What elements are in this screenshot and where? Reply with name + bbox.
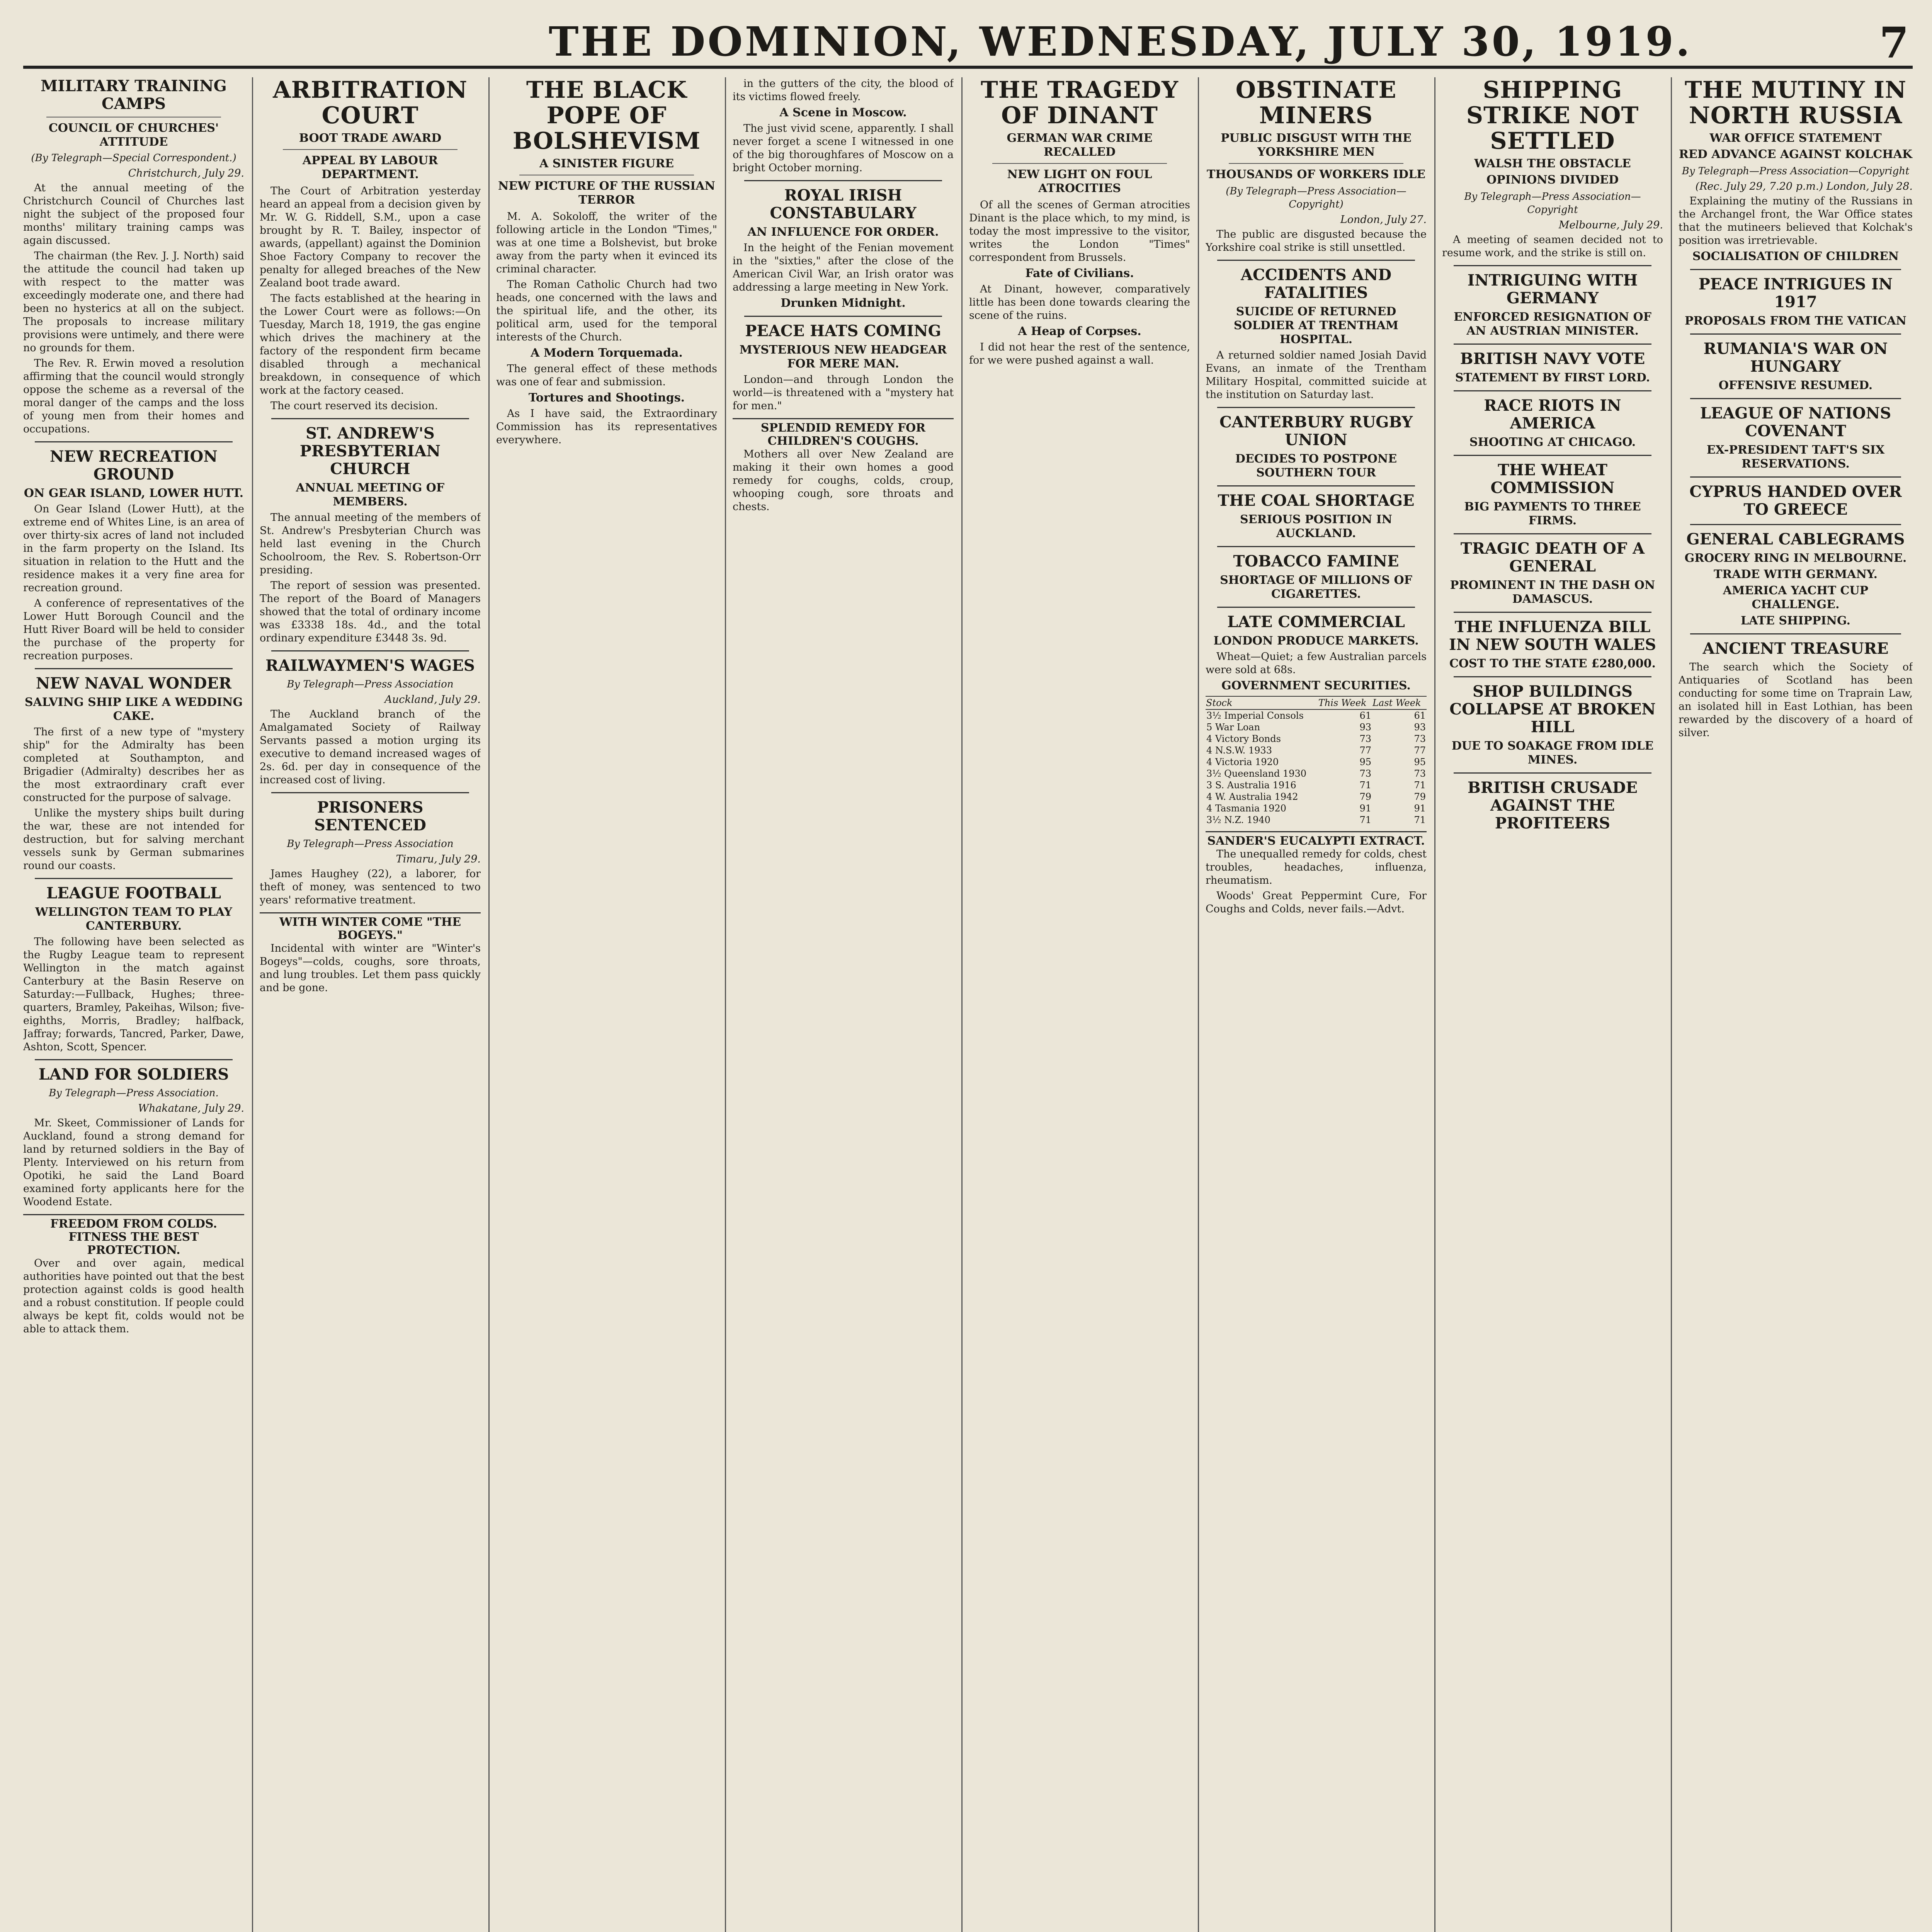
headline: TOBACCO FAMINE <box>1233 552 1399 570</box>
masthead <box>23 8 1913 69</box>
table-row <box>1206 745 1427 756</box>
headline: LEAGUE OF NATIONS COVENANT <box>1700 404 1891 440</box>
stock-name: 4 Victory Bonds <box>1206 733 1281 744</box>
byline: By Telegraph—Press Association—Copyright <box>1682 165 1910 177</box>
subheadline: NEW LIGHT ON FOUL ATROCITIES <box>1007 168 1152 195</box>
dateline: London, July 27. <box>1340 214 1427 226</box>
divider <box>271 792 469 793</box>
headline: LATE COMMERCIAL <box>1227 613 1405 631</box>
article-paragraph: The Roman Catholic Church had two heads, one concerned with the laws and the spiritual life, and the other, its political arm, used for the temporal interests of the Church. <box>496 279 717 343</box>
subheadline: ON GEAR ISLAND, LOWER HUTT. <box>24 486 244 500</box>
last-week: 95 <box>1414 757 1426 767</box>
headline: SHIPPING STRIKE NOT SETTLED <box>1466 77 1639 155</box>
stock-name: 3½ N.Z. 1940 <box>1206 815 1270 825</box>
this-week: 79 <box>1359 791 1371 802</box>
article-paragraph: A meeting of seamen decided not to resume work, and the strike is still on. <box>1442 234 1663 259</box>
column-5 <box>969 77 1190 1932</box>
ad-text: Woods' Great Peppermint Cure, For Coughs and Colds, never fails.—Advt. <box>1206 890 1427 915</box>
last-week: 79 <box>1414 791 1426 802</box>
headline: INTRIGUING WITH GERMANY <box>1467 271 1638 307</box>
securities-table <box>1206 696 1427 826</box>
divider <box>35 878 233 879</box>
article-paragraph: Wheat—Quiet; a few Australian parcels were sold at 68s. <box>1206 651 1427 676</box>
masthead-title: THE DOMINION, WEDNESDAY, JULY 30, 1919. <box>549 18 1692 65</box>
headline: ROYAL IRISH CONSTABULARY <box>770 186 917 222</box>
byline: By Telegraph—Press Association <box>287 679 454 690</box>
this-week: 71 <box>1359 780 1371 791</box>
headline: PEACE INTRIGUES IN 1917 <box>1698 275 1893 311</box>
article-paragraph: The Auckland branch of the Amalgamated Society of Railway Servants passed a motion urging its executive to demand increased wages of 2s. 6d. per day in consequence of the increased cost of living. <box>260 708 481 786</box>
subheadline: ENFORCED RESIGNATION OF AN AUSTRIAN MINISTER. <box>1454 310 1651 338</box>
stock-name: 4 N.S.W. 1933 <box>1206 745 1272 756</box>
this-week: 93 <box>1359 722 1371 733</box>
ad-text: The unequalled remedy for colds, chest troubles, headaches, influenza, rheumatism. <box>1206 848 1427 886</box>
table-row <box>1206 709 1427 721</box>
subheadline: SUICIDE OF RETURNED SOLDIER AT TRENTHAM HOSPITAL. <box>1233 305 1399 346</box>
this-week: 91 <box>1359 803 1371 814</box>
advertisement <box>1206 831 1427 916</box>
subheadline: MYSTERIOUS NEW HEADGEAR FOR MERE MAN. <box>739 343 947 371</box>
section-subhead: TRADE WITH GERMANY. <box>1713 568 1878 581</box>
divider <box>1454 772 1651 774</box>
subheadline: WELLINGTON TEAM TO PLAY CANTERBURY. <box>35 905 232 933</box>
subheadline: AN INFLUENCE FOR ORDER. <box>747 225 939 239</box>
subheadline: NEW PICTURE OF THE RUSSIAN TERROR <box>498 179 715 207</box>
dateline: Auckland, July 29. <box>384 694 481 706</box>
table-header-row <box>1206 696 1427 709</box>
article-paragraph: In the height of the Fenian movement in the "sixties," after the close of the American Civil War, an Irish orator was addressing a large meeting in New York. <box>733 242 954 293</box>
byline: (By Telegraph—Press Association—Copyright) <box>1226 185 1406 210</box>
this-week: 95 <box>1359 757 1371 767</box>
advertisement <box>23 1214 244 1336</box>
subheadline: SERIOUS POSITION IN AUCKLAND. <box>1240 513 1393 540</box>
article-paragraph: M. A. Sokoloff, the writer of the following article in the London "Times," was at one time a Bolshevist, but broke away from the party when it evinced its criminal character. <box>496 211 717 275</box>
column-4 <box>733 77 954 1932</box>
article-paragraph: The court reserved its decision. <box>270 400 438 412</box>
subheadline: EX-PRESIDENT TAFT'S SIX RESERVATIONS. <box>1706 443 1885 471</box>
section-subhead: AMERICA YACHT CUP CHALLENGE. <box>1723 584 1869 611</box>
table-header: Last Week <box>1372 696 1427 709</box>
headline: RACE RIOTS IN AMERICA <box>1484 396 1621 432</box>
divider <box>35 668 233 669</box>
headline: LEAGUE FOOTBALL <box>46 884 221 902</box>
this-week: 73 <box>1359 768 1371 779</box>
ad-heading: SPLENDID REMEDY FOR CHILDREN'S COUGHS. <box>760 421 926 448</box>
column-2 <box>260 77 481 1932</box>
divider <box>1454 390 1651 391</box>
article-paragraph: The Rev. R. Erwin moved a resolution affirming that the council would strongly oppose the scheme as a reversal of the moral danger of the camps and the loss of young men from their homes and occupations. <box>23 357 244 435</box>
article-paragraph: The annual meeting of the members of St. Andrew's Presbyterian Church was held last evening in the Church Schoolroom, the Rev. S. Robertson-Orr presiding. <box>260 512 481 576</box>
divider <box>1690 269 1901 270</box>
subheadline: OFFENSIVE RESUMED. <box>1718 379 1873 392</box>
subheadline: WALSH THE OBSTACLE <box>1474 157 1631 170</box>
last-week: 73 <box>1414 733 1426 744</box>
subheadline: SALVING SHIP LIKE A WEDDING CAKE. <box>24 696 243 723</box>
byline: (By Telegraph—Special Correspondent.) <box>31 152 236 164</box>
column-rule <box>725 77 726 1932</box>
article-paragraph: in the gutters of the city, the blood of its victims flowed freely. <box>733 78 954 103</box>
ad-text: Mothers all over New Zealand are making it their own homes a good remedy for coughs, colds, croup, whooping cough, sore throats and chests. <box>733 448 954 513</box>
table-header: This Week <box>1318 696 1372 709</box>
article-paragraph: The just vivid scene, apparently. I shall never forget a scene I witnessed in one of the big thoroughfares of Moscow on a bright October morning. <box>733 122 954 174</box>
article-paragraph: The report of session was presented. The report of the Board of Managers showed that the total of ordinary income was £3338 18s. 4d., and the total ordinary expenditure £3448 3s. 9d. <box>260 580 481 644</box>
headline: PEACE HATS COMING <box>745 322 941 340</box>
article-paragraph: James Haughey (22), a laborer, for theft of money, was sentenced to two years' reformative treatment. <box>260 868 481 906</box>
subheadline: APPEAL BY LABOUR DEPARTMENT. <box>302 154 438 181</box>
dateline: Whakatane, July 29. <box>138 1102 244 1114</box>
divider <box>1690 524 1901 525</box>
subheadline: BOOT TRADE AWARD <box>299 131 442 145</box>
headline: THE COAL SHORTAGE <box>1218 492 1415 510</box>
headline: SHOP BUILDINGS COLLAPSE AT BROKEN HILL <box>1449 682 1656 736</box>
headline: CYPRUS HANDED OVER TO GREECE <box>1689 483 1902 519</box>
headline: BRITISH NAVY VOTE <box>1460 350 1645 368</box>
divider <box>1454 612 1651 613</box>
divider <box>1217 485 1415 486</box>
column-rule <box>1434 77 1435 1932</box>
stock-name: 4 W. Australia 1942 <box>1206 791 1298 802</box>
subheadline: DUE TO SOAKAGE FROM IDLE MINES. <box>1451 739 1654 767</box>
byline: By Telegraph—Press Association <box>287 838 454 850</box>
headline: NEW RECREATION GROUND <box>50 447 218 483</box>
subheadline: LONDON PRODUCE MARKETS. <box>1213 634 1419 648</box>
divider <box>1229 163 1403 164</box>
divider <box>1454 344 1651 345</box>
advertisement <box>260 912 481 995</box>
article-paragraph: The Court of Arbitration yesterday heard an appeal from a decision given by Mr. W. G. Riddell, S.M., upon a case brought by R. T. Bailey, inspector of awards, (appellant) against the Dominion Shoe Factory Company to recover the penalty for alleged breaches of the New Zealand boot trade award. <box>260 185 481 289</box>
headline: CANTERBURY RUGBY UNION <box>1219 413 1413 449</box>
column-6 <box>1206 77 1427 1932</box>
headline: THE MUTINY IN NORTH RUSSIA <box>1685 77 1906 129</box>
column-7 <box>1442 77 1663 1932</box>
divider <box>744 316 942 317</box>
article-paragraph: At Dinant, however, comparatively little has been done towards clearing the scene of the ruins. <box>969 283 1190 321</box>
headline: NEW NAVAL WONDER <box>36 674 232 692</box>
stock-name: 3½ Queensland 1930 <box>1206 768 1306 779</box>
subheadline: COST TO THE STATE £280,000. <box>1449 657 1656 670</box>
article-paragraph: The chairman (the Rev. J. J. North) said the attitude the council had taken up with respect to the matter was exceedingly moderate one, and there had been no hysterics at all on the subject. The proposals to increase military provisions were untimely, and there were no grounds for them. <box>23 250 244 354</box>
last-week: 77 <box>1414 745 1426 756</box>
last-week: 91 <box>1414 803 1426 814</box>
last-week: 71 <box>1414 780 1426 791</box>
byline: By Telegraph—Press Association. <box>49 1087 219 1099</box>
table-header: Stock <box>1206 696 1318 709</box>
divider <box>1454 533 1651 534</box>
subheadline: RED ADVANCE AGAINST KOLCHAK <box>1679 148 1912 161</box>
section-subhead: A Modern Torquemada. <box>531 346 683 360</box>
subheadline: BIG PAYMENTS TO THREE FIRMS. <box>1464 500 1641 527</box>
table-row <box>1206 721 1427 733</box>
divider <box>1454 455 1651 456</box>
headline: BRITISH CRUSADE AGAINST THE PROFITEERS <box>1468 779 1638 832</box>
subheadline: WAR OFFICE STATEMENT <box>1709 131 1882 145</box>
column-3 <box>496 77 717 1932</box>
ad-text: Incidental with winter are "Winter's Bogeys"—colds, coughs, sore throats, and lung troubles. Let them pass quickly and be gone. <box>260 942 481 994</box>
divider <box>35 1059 233 1060</box>
divider <box>271 650 469 651</box>
ad-heading: FREEDOM FROM COLDS. FITNESS THE BEST PROTECTION. <box>50 1217 217 1257</box>
article-paragraph: As I have said, the Extraordinary Commission has its representatives everywhere. <box>496 408 717 446</box>
subheadline: SHORTAGE OF MILLIONS OF CIGARETTES. <box>1220 573 1412 601</box>
article-paragraph: I did not hear the rest of the sentence, for we were pushed against a wall. <box>969 341 1190 366</box>
subheadline: SHOOTING AT CHICAGO. <box>1469 435 1636 449</box>
subheadline: STATEMENT BY FIRST LORD. <box>1455 371 1650 384</box>
subheadline: THOUSANDS OF WORKERS IDLE <box>1206 168 1426 181</box>
article-paragraph: A returned soldier named Josiah David Evans, an inmate of the Trentham Military Hospital, committed suicide at the institution on Saturday last. <box>1206 349 1427 401</box>
article-paragraph: London—and through London the world—is threatened with a "mystery hat for men." <box>733 374 954 412</box>
headline: ARBITRATION COURT <box>273 77 468 129</box>
divider <box>1217 407 1415 408</box>
dateline: (Rec. July 29, 7.20 p.m.) London, July 28. <box>1695 180 1913 192</box>
article-paragraph: At the annual meeting of the Christchurch Council of Churches last night the subject of the proposed four months' military training camps was again discussed. <box>23 182 244 247</box>
headline: RAILWAYMEN'S WAGES <box>265 656 475 675</box>
subheadline: GROCERY RING IN MELBOURNE. <box>1684 551 1907 565</box>
divider <box>1454 265 1651 266</box>
subheadline: COUNCIL OF CHURCHES' ATTITUDE <box>48 121 219 149</box>
section-subhead: Drunken Midnight. <box>781 296 906 310</box>
this-week: 73 <box>1359 733 1371 744</box>
headline: OBSTINATE MINERS <box>1235 77 1397 129</box>
dateline: Melbourne, July 29. <box>1558 219 1663 231</box>
article-paragraph: On Gear Island (Lower Hutt), at the extreme end of Whites Line, is an area of over thirty-six acres of land not included in the farm property on the Island. Its situation in relation to the Hutt and the residence makes it a very fine area for recreation ground. <box>23 503 244 594</box>
headline: GENERAL CABLEGRAMS <box>1686 530 1905 548</box>
headline: PRISONERS SENTENCED <box>314 798 426 834</box>
stock-name: 3½ Imperial Consols <box>1206 710 1304 721</box>
article-paragraph: Of all the scenes of German atrocities Dinant is the place which, to my mind, is today the most impressive to the visitor, writes the London "Times" correspondent from Brussels. <box>969 199 1190 264</box>
divider <box>1690 633 1901 634</box>
article-paragraph: The search which the Society of Antiquaries of Scotland has been conducting for some time on Traprain Law, an isolated hill in East Lothian, has been rewarded by the discovery of a hoard of silver. <box>1679 661 1913 739</box>
subheadline: ANNUAL MEETING OF MEMBERS. <box>296 481 445 509</box>
column-rule <box>1671 77 1672 1932</box>
subheadline: OPINIONS DIVIDED <box>1486 173 1619 187</box>
article-paragraph: Explaining the mutiny of the Russians in the Archangel front, the War Office states that the mutineers believed that Kolchak's position was irretrievable. <box>1679 195 1913 247</box>
column-rule <box>961 77 963 1932</box>
column-1 <box>23 77 244 1932</box>
divider <box>1454 676 1651 677</box>
dateline: Christchurch, July 29. <box>128 167 244 179</box>
last-week: 61 <box>1414 710 1426 721</box>
article-paragraph: The public are disgusted because the Yorkshire coal strike is still unsettled. <box>1206 228 1427 253</box>
ad-heading: WITH WINTER COME "THE BOGEYS." <box>279 915 461 942</box>
column-rule <box>488 77 490 1932</box>
headline: TRAGIC DEATH OF A GENERAL <box>1460 539 1645 575</box>
table-row <box>1206 733 1427 745</box>
subheadline: PROPOSALS FROM THE VATICAN <box>1685 314 1906 328</box>
section-subhead: A Scene in Moscow. <box>779 106 907 119</box>
subheadline: PROMINENT IN THE DASH ON DAMASCUS. <box>1450 578 1655 606</box>
last-week: 71 <box>1414 815 1426 825</box>
article-paragraph: A conference of representatives of the Lower Hutt Borough Council and the Hutt River Board will be held to consider the purchase of the property for recreation purposes. <box>23 597 244 662</box>
table-row <box>1206 803 1427 814</box>
subheadline: GERMAN WAR CRIME RECALLED <box>1007 131 1153 159</box>
column-8 <box>1679 77 1913 1932</box>
headline: THE INFLUENZA BILL IN NEW SOUTH WALES <box>1449 618 1656 654</box>
headline: LAND FOR SOLDIERS <box>38 1065 229 1083</box>
section-subhead: A Heap of Corpses. <box>1018 325 1141 338</box>
headline: THE TRAGEDY OF DINANT <box>981 77 1179 129</box>
byline: By Telegraph—Press Association—Copyright <box>1464 191 1641 216</box>
ad-heading: SANDER'S EUCALYPTI EXTRACT. <box>1207 834 1425 848</box>
divider <box>35 441 233 442</box>
subheadline: A SINISTER FIGURE <box>539 157 674 170</box>
advertisement <box>733 418 954 514</box>
section-subhead: SOCIALISATION OF CHILDREN <box>1692 250 1899 263</box>
section-subhead: Tortures and Shootings. <box>528 391 685 405</box>
this-week: 77 <box>1359 745 1371 756</box>
article-paragraph: The facts established at the hearing in the Lower Court were as follows:—On Tuesday, March 18, 1919, the gas engine which drives the machinery at the factory of the respondent firm became disabled through a mechanical breakdown, in consequence of which work at the factory ceased. <box>260 293 481 396</box>
headline: THE BLACK POPE OF BOLSHEVISM <box>512 77 701 155</box>
divider <box>271 418 469 419</box>
subheadline: PUBLIC DISGUST WITH THE YORKSHIRE MEN <box>1221 131 1412 159</box>
section-subhead: LATE SHIPPING. <box>1741 614 1850 628</box>
divider <box>1690 398 1901 399</box>
table-row <box>1206 756 1427 768</box>
divider <box>283 149 457 150</box>
divider <box>744 180 942 181</box>
headline: ANCIENT TREASURE <box>1702 639 1889 658</box>
section-subhead: GOVERNMENT SECURITIES. <box>1221 679 1411 692</box>
divider <box>1690 476 1901 478</box>
last-week: 73 <box>1414 768 1426 779</box>
ad-text: Over and over again, medical authorities have pointed out that the best protection against colds is good health and a robust constitution. If people could always be kept fit, colds would not be able to attack them. <box>23 1257 244 1335</box>
table-row <box>1206 814 1427 826</box>
divider <box>992 163 1167 164</box>
last-week: 93 <box>1414 722 1426 733</box>
divider <box>1217 546 1415 547</box>
dateline: Timaru, July 29. <box>396 853 481 865</box>
section-subhead: Fate of Civilians. <box>1025 267 1134 280</box>
stock-name: 5 War Loan <box>1206 722 1260 733</box>
article-paragraph: The following have been selected as the Rugby League team to represent Wellington in the match against Canterbury at the Basin Reserve on Saturday:—Fullback, Hughes; three-quarters, Bramley, Pakeihas, Wilson; five-eighths, Morris, Bradley; halfback, Jaffray; forwards, Tancred, Parker, Dawe, Ashton, Scott, Spencer. <box>23 936 244 1053</box>
stock-name: 3 S. Australia 1916 <box>1206 780 1296 791</box>
this-week: 61 <box>1359 710 1371 721</box>
table-row <box>1206 791 1427 803</box>
divider <box>1690 333 1901 335</box>
table-row <box>1206 779 1427 791</box>
page-number: 7 <box>1879 18 1909 68</box>
headline: RUMANIA'S WAR ON HUNGARY <box>1703 340 1888 376</box>
this-week: 71 <box>1359 815 1371 825</box>
headline: ST. ANDREW'S PRESBYTERIAN CHURCH <box>299 424 441 478</box>
article-paragraph: The first of a new type of "mystery ship" for the Admiralty has been completed at Southampton, and Brigadier (Admiralty) describes her as the most extraordinary craft ever constructed for the purpose of salvage. <box>23 726 244 804</box>
column-rule <box>252 77 253 1932</box>
column-rule <box>1198 77 1199 1932</box>
table-row <box>1206 768 1427 779</box>
headline: MILITARY TRAINING CAMPS <box>41 77 227 113</box>
article-paragraph: Unlike the mystery ships built during the war, these are not intended for destruction, but for salving merchant vessels sunk by German submarines round our coasts. <box>23 807 244 872</box>
stock-name: 4 Victoria 1920 <box>1206 757 1279 767</box>
headline: ACCIDENTS AND FATALITIES <box>1240 266 1392 302</box>
divider <box>1217 607 1415 608</box>
article-paragraph: Mr. Skeet, Commissioner of Lands for Auckland, found a strong demand for land by returned soldiers in the Bay of Plenty. Interviewed on his return from Opotiki, he said the Land Board examined forty applicants here for the Woodend Estate. <box>23 1117 244 1208</box>
divider <box>1217 260 1415 261</box>
headline: THE WHEAT COMMISSION <box>1490 461 1615 497</box>
subheadline: DECIDES TO POSTPONE SOUTHERN TOUR <box>1235 452 1397 480</box>
stock-name: 4 Tasmania 1920 <box>1206 803 1286 814</box>
article-paragraph: The general effect of these methods was one of fear and submission. <box>496 363 717 388</box>
